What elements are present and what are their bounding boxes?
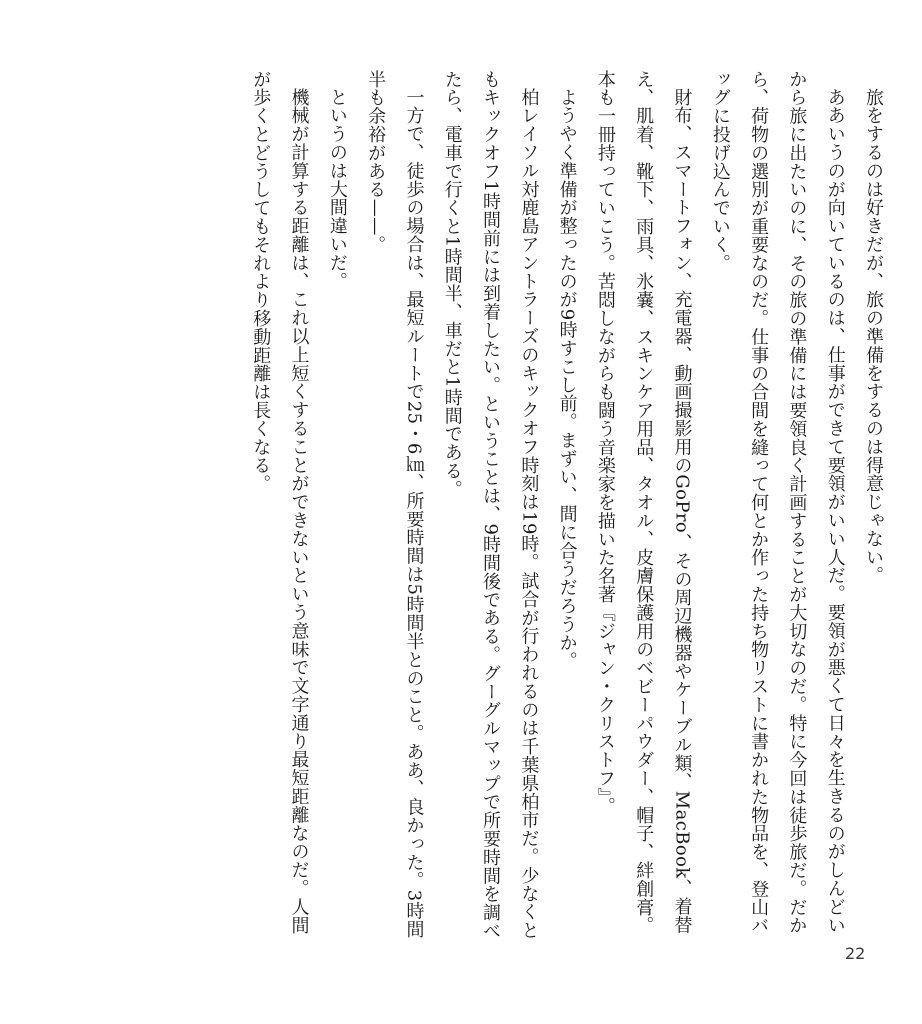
- paragraph-3: 財布、スマートフォン、充電器、動画撮影用のGoPro、その周辺機器やケーブル類、MacBook、着替え、肌着、靴下、雨具、氷嚢、スキンケア用品、タオル、皮膚保護用のベビーパウダー、帽子、絆創膏。本も一冊持っていこう。苦悶しながらも闘う音楽家を描いた名著『ジャン・クリストフ』。: [594, 70, 693, 935]
- paragraph-4: ようやく準備が整ったのが9時すこし前。まずい、間に合うだろうか。: [556, 88, 578, 671]
- paragraph-7: というのは大間違いだ。: [326, 88, 348, 291]
- paragraph-8: 機械が計算する距離は、これ以上短くすることができないという意味で文字通り最短距離なのだ。人間が歩くとどうしてもそれより移動距離は長くなる。: [250, 70, 310, 935]
- paragraph-5: 柏レイソル対鹿島アントラーズのキックオフ時刻は19時。試合が行われるのは千葉県柏市だ。少なくともキックオフ1時間前には到着したい。ということは、9時間後である。グーグルマップで所要時間を調べたら、電車で行くと1時間半、車だと1時間である。: [441, 70, 540, 941]
- paragraph-6: 一方で、徒歩の場合は、最短ルートで25・6㎞、所要時間は5時間半とのこと。ああ、良かった。3時間半も余裕がある——。: [365, 70, 425, 939]
- page-number: 22: [845, 944, 866, 963]
- paragraph-2: ああいうのが向いているのは、仕事ができて要領がいい人だ。要領が悪くて日々を生きるのがしんどいから旅に出たいのに、その旅の準備には要領良く計画することが大切なのだ。特に今回は徒歩旅だ。だから、荷物の選別が重要なのだ。仕事の合間を縫って何とか作った持ち物リストに書かれた物品を、登山バッグに投げ込んでいく。: [709, 70, 846, 935]
- vertical-text-body: [241, 70, 892, 950]
- paragraph-1: 旅をするのは好きだが、旅の準備をするのは得意じゃない。: [863, 88, 884, 585]
